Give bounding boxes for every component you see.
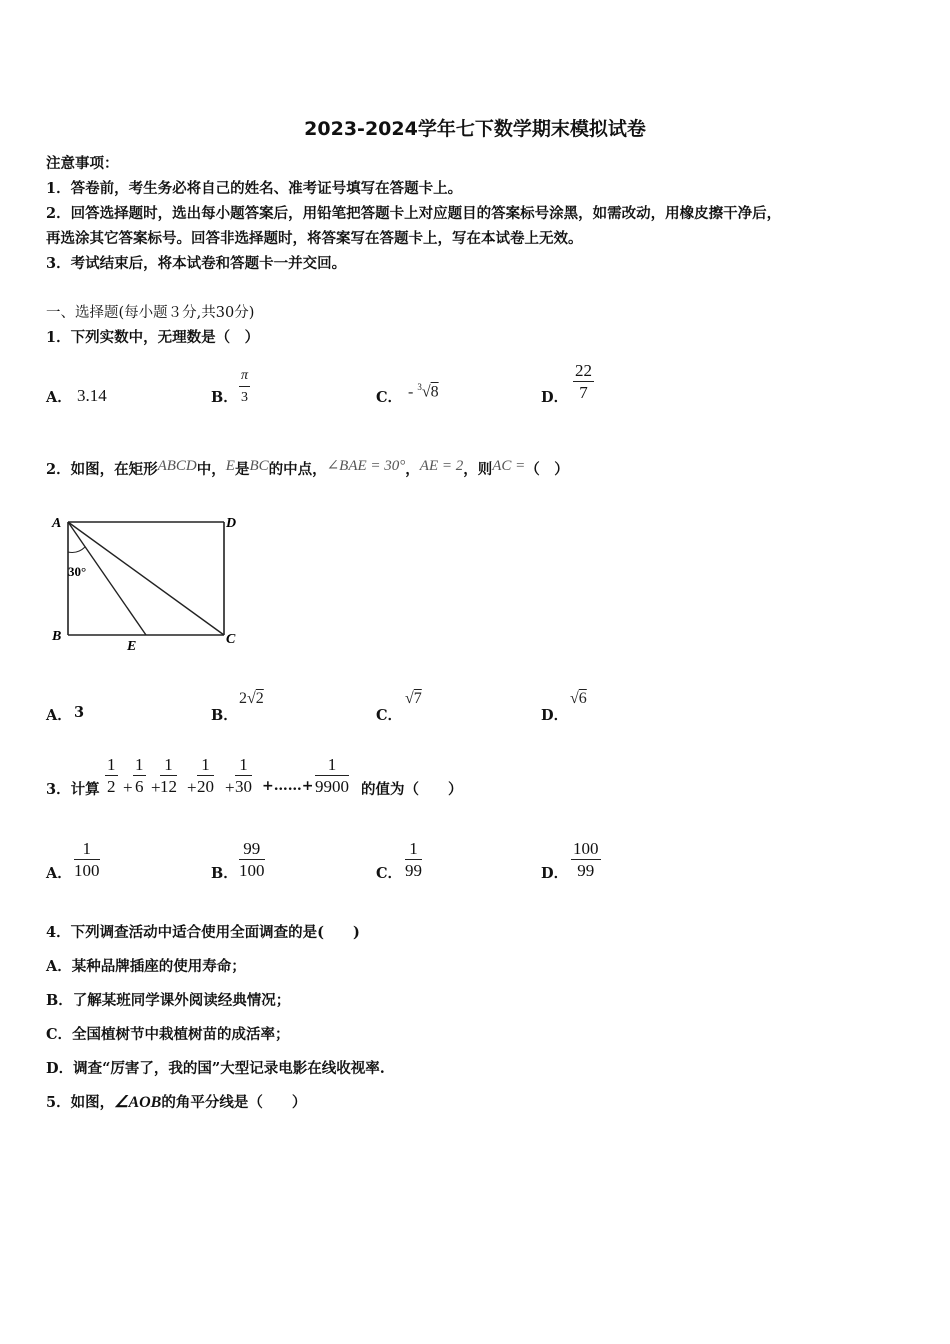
q5-stem: 5．如图，∠AOB的角平分线是（ ） <box>46 1094 307 1111</box>
q1-option-b-fraction: $\frac{\pi}{3}$ <box>241 368 249 405</box>
q4-option: B．了解某班同学课外阅读经典情况； <box>46 992 291 1009</box>
q3-prefix: 3．计算 <box>46 781 100 798</box>
q1-option-d-fraction: $\frac{22}{7}$ <box>575 361 592 402</box>
q3-option-a-label: A． <box>46 865 72 882</box>
q3-suffix: 的值为（ ） <box>361 781 463 798</box>
q3-term: $\frac{1}{20}$ <box>197 755 214 796</box>
q3-plus: + <box>187 778 197 797</box>
q3-option-b-fraction: $\frac{99}{100}$ <box>239 839 265 880</box>
q3-term: $\frac{1}{6}$ <box>135 755 144 796</box>
q2-option-a-value: 3 <box>74 704 85 721</box>
q2-stem: 2．如图，在矩形ABCD中，E是BC的中点，∠BAE = 30°，AE = 2，则AC =（ ） <box>46 458 569 478</box>
page-title: 2023-2024学年七下数学期末模拟试卷 <box>304 118 646 140</box>
label-angle: 30° <box>68 564 87 579</box>
q1-option-a-label: A． <box>46 389 72 406</box>
q4-stem: 4．下列调查活动中适合使用全面调查的是( ) <box>46 924 360 941</box>
segment-ac <box>68 522 224 635</box>
q3-term: $\frac{1}{9900}$ <box>315 755 349 796</box>
q3-term: $\frac{1}{12}$ <box>160 755 177 796</box>
notice-heading: 注意事项： <box>46 155 119 172</box>
q3-option-c-fraction: $\frac{1}{99}$ <box>405 839 422 880</box>
q3-option-a-fraction: $\frac{1}{100}$ <box>74 839 100 880</box>
label-c: C <box>226 632 236 647</box>
q2-option-a-label: A． <box>46 707 72 724</box>
q1-option-c-root: - $^3$√8 <box>408 382 439 401</box>
q3-option-b-label: B． <box>211 865 238 882</box>
q4-option: C．全国植树节中栽植树苗的成活率； <box>46 1026 290 1043</box>
q3-option-d-label: D． <box>541 865 569 882</box>
q3-ellipsis: +……+ <box>262 778 314 794</box>
q1-stem: 1．下列实数中，无理数是（ ） <box>46 329 260 346</box>
q2-option-c-label: C． <box>376 707 403 724</box>
label-a: A <box>52 516 62 531</box>
q2-option-d-label: D． <box>541 707 569 724</box>
q3-term: $\frac{1}{2}$ <box>107 755 116 796</box>
q3-term: $\frac{1}{30}$ <box>235 755 252 796</box>
notice-item: 3．考试结束后，将本试卷和答题卡一并交回。 <box>46 255 347 272</box>
q3-option-c-label: C． <box>376 865 403 882</box>
q3-plus: + <box>151 778 161 797</box>
label-d: D <box>226 516 237 531</box>
q3-plus: + <box>123 778 133 797</box>
q3-plus: + <box>225 778 235 797</box>
q2-option-d-root: √6 <box>570 690 587 707</box>
q1-option-d-label: D． <box>541 389 569 406</box>
q1-option-b-label: B． <box>211 389 238 406</box>
q4-option: D．调查“厉害了，我的国”大型记录电影在线收视率. <box>46 1060 385 1077</box>
rectangle-figure <box>48 510 248 655</box>
q2-option-b-root: 2√2 <box>239 690 264 707</box>
q2-option-b-label: B． <box>211 707 238 724</box>
label-e: E <box>127 639 137 654</box>
notice-item: 1．答卷前，考生务必将自己的姓名、准考证号填写在答题卡上。 <box>46 180 463 197</box>
q4-option: A．某种品牌插座的使用寿命； <box>46 958 246 975</box>
label-b: B <box>52 629 62 644</box>
section-heading: 一、选择题(每小题３分,共30分) <box>46 305 255 321</box>
angle-arc <box>68 547 85 552</box>
q1-option-c-label: C． <box>376 389 403 406</box>
notice-item: 再选涂其它答案标号。回答非选择题时，将答案写在答题卡上，写在本试卷上无效。 <box>46 230 583 247</box>
notice-item: 2．回答选择题时，选出每小题答案后，用铅笔把答题卡上对应题目的答案标号涂黑，如需改动，用橡皮擦干净后， <box>46 205 782 222</box>
q2-option-c-root: √7 <box>405 690 422 707</box>
q1-option-a-value: 3.14 <box>77 386 107 405</box>
q3-option-d-fraction: $\frac{100}{99}$ <box>573 839 599 880</box>
